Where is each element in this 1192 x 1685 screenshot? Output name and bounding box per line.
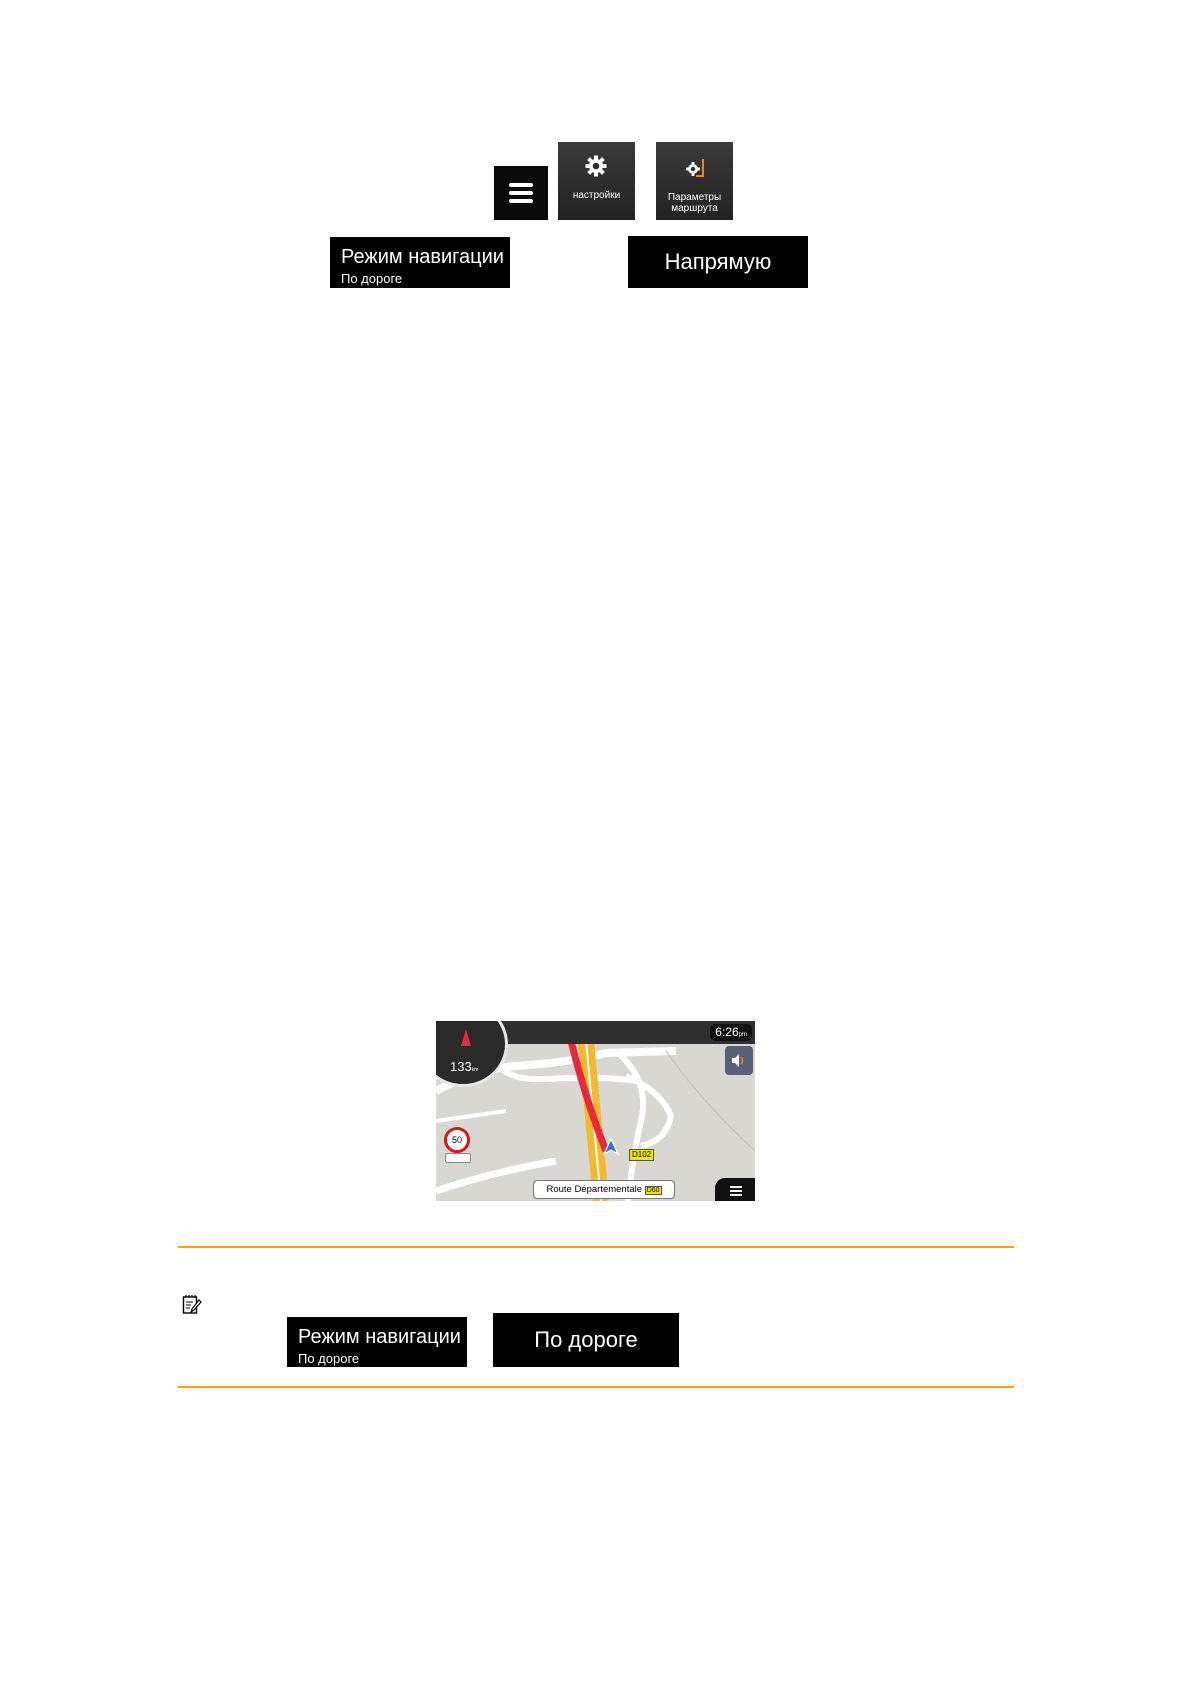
road-number-badge: D102 bbox=[629, 1149, 654, 1161]
on-road-mode-label: По дороге bbox=[534, 1327, 638, 1352]
settings-button[interactable] bbox=[558, 142, 635, 220]
route-settings-button[interactable] bbox=[656, 142, 733, 220]
sound-button[interactable] bbox=[725, 1046, 753, 1075]
menu-button[interactable] bbox=[494, 166, 548, 220]
note-bottom-rule bbox=[178, 1386, 1014, 1388]
note-navigation-mode-title: Режим навигации bbox=[298, 1326, 461, 1348]
menu-icon-line bbox=[509, 199, 533, 203]
navigation-mode-value: По дороге bbox=[341, 271, 403, 286]
current-road-name: Route Départementale D60 bbox=[533, 1180, 675, 1199]
compass-needle-icon bbox=[461, 1029, 471, 1046]
menu-icon-line bbox=[730, 1186, 742, 1188]
navigation-map-screenshot bbox=[436, 1021, 755, 1201]
route-settings-icon bbox=[684, 158, 706, 178]
road-code-badge: D60 bbox=[646, 1187, 660, 1194]
vehicle-arrow-icon bbox=[602, 1138, 620, 1156]
route-settings-label-line2: маршрута bbox=[671, 203, 718, 214]
speed-limit-sign: 50 bbox=[444, 1127, 470, 1153]
clock: 6:26pm bbox=[710, 1024, 752, 1041]
note-navigation-mode-value: По дороге bbox=[298, 1351, 360, 1366]
map-menu-button[interactable] bbox=[715, 1178, 755, 1201]
note-pencil-icon bbox=[182, 1294, 202, 1316]
direct-mode-label: Напрямую bbox=[664, 249, 772, 274]
speed-limit-plate bbox=[445, 1153, 471, 1163]
settings-label: настройки bbox=[572, 190, 621, 201]
note-top-rule bbox=[178, 1246, 1014, 1248]
gear-icon bbox=[585, 155, 607, 177]
menu-icon-line bbox=[730, 1190, 742, 1192]
route-settings-label-line1: Параметры bbox=[667, 192, 722, 203]
menu-icon-line bbox=[509, 191, 533, 195]
current-speed: 133km bbox=[450, 1059, 479, 1074]
direct-mode-button[interactable] bbox=[628, 236, 808, 288]
navigation-mode-button[interactable] bbox=[330, 237, 510, 288]
menu-icon-line bbox=[730, 1194, 742, 1196]
note-navigation-mode-button[interactable] bbox=[287, 1317, 467, 1367]
on-road-mode-button[interactable] bbox=[493, 1313, 679, 1367]
navigation-mode-title: Режим навигации bbox=[341, 246, 504, 268]
speaker-icon bbox=[731, 1053, 747, 1068]
menu-icon-line bbox=[509, 183, 533, 187]
